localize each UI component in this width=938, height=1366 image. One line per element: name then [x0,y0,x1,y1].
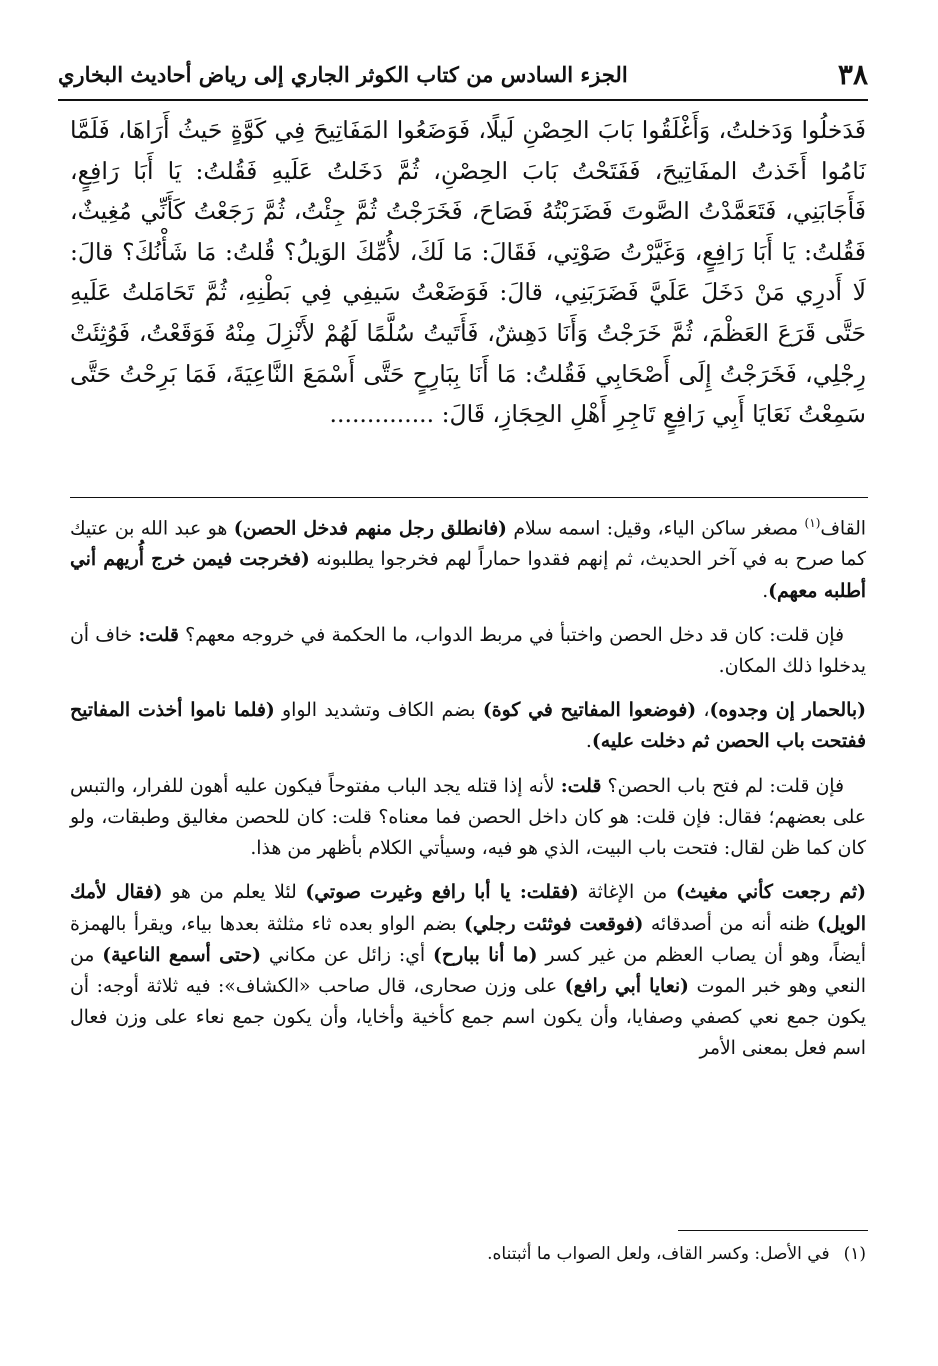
quoted-phrase: (فلما ناموا أخذت المفاتيح ففتحت باب الحصن ثم دخلت عليه) [70,699,866,753]
header-divider [58,99,868,101]
footnote-text: في الأصل: وكسر القاف، ولعل الصواب ما أثبتناه. [487,1244,830,1264]
footnote-marker: (١) [843,1244,866,1264]
text-divider [70,497,868,498]
quoted-phrase: (فوقعت فوثئت رجلي) [464,912,644,935]
answer-label: قلت: [560,774,602,797]
quoted-phrase: (بالحمار إن وجدوه) [709,699,866,722]
page-header [58,52,868,96]
footnote [70,1240,866,1268]
commentary-paragraph: القاف$^{(١)}$ مصغر ساكن الياء، وقيل: اسمه سلام (فانطلق رجل منهم فدخل الحصن) هو عبد الله بن عتيك كما صرح به في آخر الحديث، ثم إنهم فقدوا حماراً لهم فخرجوا يطلبونه (فخرجت فيمن خرج أُريهم أني أطلبه معهم). [70,516,867,602]
quoted-phrase: (ما أنا ببارح) [433,943,538,966]
commentary [70,508,866,1078]
quoted-phrase: (فقال لأمك الويل) [70,881,866,935]
quoted-phrase: (حتى أسمع الناعية) [102,943,261,966]
footnote-divider [678,1230,868,1231]
answer-label: قلت: [138,623,179,646]
quoted-phrase: (فخرجت فيمن خرج أُريهم أني أطلبه معهم) [70,548,866,602]
quoted-phrase: (فوضعوا المفاتيح في كوة) [482,699,697,722]
quoted-phrase: (فانطلق رجل منهم فدخل الحصن) [233,517,507,540]
commentary-paragraph: فإن قلت: كان قد دخل الحصن واختبأ في مربط الدواب، ما الحكمة في خروجه معهم؟ قلت: خاف أن يدخلوا ذلك المكان. [70,623,866,678]
footnote-reference: (١) [804,516,821,530]
quoted-phrase: (فقلت: يا أبا رافع وغيرت صوتي) [305,881,579,904]
running-title: الجزء السادس من كتاب الكوثر الجاري إلى رياض أحاديث البخاري [58,61,628,87]
hadith-text: فَدَخلُوا وَدَخلتُ، وَأَغْلَقُوا بَابَ الحِصْنِ لَيلًا، فَوَضَعُوا المَفَاتِيحَ فِي كَوَّةٍ حَيثُ أَرَاهَا، فَلَمَّا نَامُوا أَخَذتُ المفَاتِيحَ، فَفَتَحْتُ بَابَ الحِصْنِ، ثُمَّ دَخَلتُ عَلَيهِ فَقُلتُ: يَا أَبَا رَافِعٍ، فَأَجَابَنِي، فَتَعَمَّدْتُ الصَّوتَ فَضَرَبْتُهُ فَصَاحَ، فَخَرَجْتُ ثُمَّ جِئْتُ، ثُمَّ رَجَعْتُ كَأَنِّي مُغِيثٌ، فَقُلتُ: يَا أَبَا رَافِعٍ، وَغَيَّرْتُ صَوْتِي، فَقَالَ: مَا لَكَ، لأُمِّكَ الوَيلُ؟ قُلتُ: مَا شَأْنُكَ؟ قالَ: لَا أَدرِي مَنْ دَخَلَ عَلَيَّ فَضَرَبَنِي، قالَ: فَوَضَعْتُ سَيفِي فِي بَطْنِهِ، ثُمَّ تَحَامَلتُ عَلَيهِ حَتَّى قَرَعَ العَظْمَ، ثُمَّ خَرَجْتُ وَأَنَا دَهِشٌ، فَأَتَيتُ سُلَّمًا لَهُمْ لأَنْزِلَ مِنْهُ فَوَقَعْتُ، فَوُثِئَتْ رِجْلِي، فَخَرَجْتُ إِلَى أَصْحَابِي فَقُلتُ: مَا أَنَا بِبَارِحٍ حَتَّى أَسْمَعَ النَّاعِيَةَ، فَمَا بَرِحْتُ حَتَّى سَمِعْتُ نَعَايَا أَبِي رَافِعٍ تَاجِرِ أَهْلِ الحِجَازِ، قَالَ: .............. [70,116,866,429]
quoted-phrase: (نعايا أبي رافع) [564,974,689,997]
commentary-paragraph: (بالحمار إن وجدوه)، (فوضعوا المفاتيح في كوة) بضم الكاف وتشديد الواو (فلما ناموا أخذت المفاتيح ففتحت باب الحصن ثم دخلت عليه). [70,699,866,753]
commentary-paragraph: فإن قلت: لم فتح باب الحصن؟ قلت: لأنه إذا قتله يجد الباب مفتوحاً فيكون عليه أهون للفرار، والتبس على بعضهم؛ فقال: فإن قلت: هو كان داخل الحصن فما معناه؟ قلت: كان للحصن مغاليق وطبقات، ولو كان كما ظن لقال: فتحت باب البيت، الذي هو فيه، وسيأتي الكلام بأظهر من هذا. [70,774,866,860]
commentary-paragraph: (ثم رجعت كأني مغيث) من الإغاثة (فقلت: يا أبا رافع وغيرت صوتي) لئلا يعلم من هو (فقال لأمك الويل) ظنه أنه من أصدقائه (فوقعت فوثئت رجلي) بضم الواو بعده ثاء مثلثة بعدها بياء، ويقرأ بالهمزة أيضاً، وهو أن يصاب العظم من غير كسر (ما أنا ببارح) أي: زائل عن مكاني (حتى أسمع الناعية) من النعي وهو خبر الموت (نعايا أبي رافع) على وزن صحارى، قال صاحب «الكشاف»: فيه ثلاثة أوجه: أن يكون جمع نعي كصفي وصفايا، وأن يكون اسم جمع كأخية وأخايا، وأن يكون جمع نعاء على وزن فعال اسم فعل بمعنى الأمر [70,881,867,1060]
quoted-phrase: (ثم رجعت كأني مغيث) [675,881,866,904]
page-number: ٣٨ [837,57,868,91]
